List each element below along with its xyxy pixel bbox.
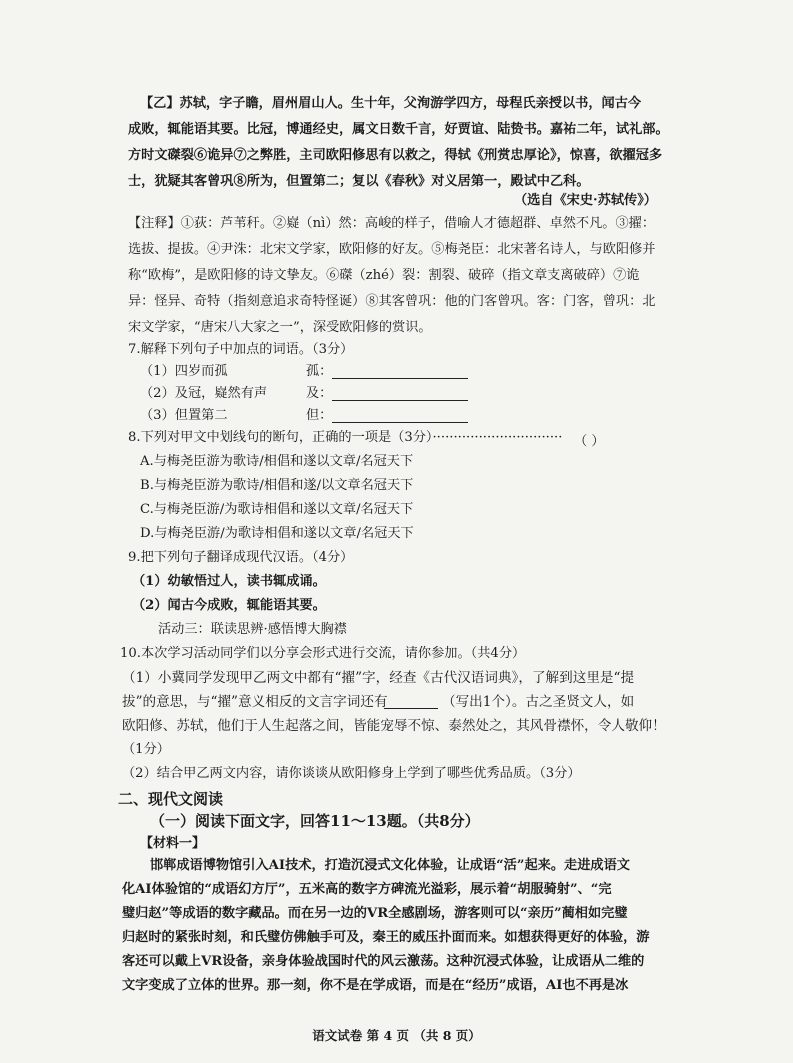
q7-stem: 7.解释下列句子中加点的词语。（3分） [128,342,354,357]
q7-answer-blank-1[interactable] [332,378,468,379]
q8-answer-paren[interactable]: （ ） [574,434,605,449]
q7-answer-blank-2[interactable] [332,400,468,401]
q7-answer-blank-3[interactable] [332,422,468,423]
q10-part1-line-2b: （写出1个）。古之圣贤文人，如 [442,694,635,710]
q8-stem: 8.下列对甲文中划线句的断句，正确的一项是（3分）······························· [128,430,563,445]
page-footer: 语文试卷 第 4 页 （共 8 页） [312,1028,481,1043]
q7-item-1: （1）四岁而孤 [140,364,228,379]
q7-item-3-key: 但： [306,408,333,423]
notes-line-2: 选拔、提拔。④尹洙：北宋文学家，欧阳修的好友。⑤梅尧臣：北宋著名诗人，与欧阳修并 [128,242,656,257]
passage-yi-line-3: 方时文磔裂⑥诡异⑦之弊胜，主司欧阳修思有以救之，得轼《刑赏忠厚论》，惊喜，欲擢冠多 [128,148,663,163]
section-2-title: 二、现代文阅读 [118,790,224,808]
q10-stem: 10.本次学习活动同学们以分享会形式进行交流，请你参加。（共4分） [120,646,526,661]
passage-yi-line-1: 【乙】苏轼，字子瞻，眉州眉山人。生十年，父洵游学四方，母程氏亲授以书，闻古今 [140,96,642,111]
q10-part1-line-4: （1分） [122,742,170,757]
notes-line-5: 宋文学家，“唐宋八大家之一”，深受欧阳修的赏识。 [128,320,432,335]
q10-part1-line-1: （1）小冀同学发现甲乙两文中都有“擢”字，经查《古代汉语词典》，了解到这里是“提 [122,670,635,686]
q10-part1-line-3: 欧阳修、苏轼，他们于人生起落之间，皆能宠辱不惊、泰然处之，其风骨襟怀，令人敬仰！ [122,718,666,734]
q8-option-c: C.与梅尧臣游/为歌诗相倡和遂以文章/名冠天下 [140,502,414,517]
q8-option-b: B.与梅尧臣游为歌诗/相倡和遂/以文章名冠天下 [140,478,414,493]
material-1-line-6: 文字变成了立体的世界。那一刻，你不是在学成语，而是在“经历”成语，AI也不再是冰 [122,978,629,993]
material-1-line-2: 化AI体验馆的“成语幻方厅”，五米高的数字方碑流光溢彩，展示着“胡服骑射”、“完 [122,882,612,897]
q10-answer-blank[interactable] [384,708,438,709]
material-1-line-4: 归赵时的紧张时刻，和氏璧仿佛触手可及，秦王的威压扑面而来。如想获得更好的体验，游 [122,930,650,945]
q9-stem: 9.把下列句子翻译成现代汉语。（4分） [128,550,354,565]
passage-yi-line-4: 士，犹疑其客曾巩⑧所为，但置第二；复以《春秋》对义居第一，殿试中乙科。 [128,174,590,189]
material-1-line-1: 邯郸成语博物馆引入AI技术，打造沉浸式文化体验，让成语“活”起来。走进成语文 [150,858,630,873]
section-2-subtitle: （一）阅读下面文字，回答11～13题。（共8分） [150,812,480,830]
passage-yi-line-2: 成败，辄能语其要。比冠，博通经史，属文日数千言，好贾谊、陆贽书。嘉祐二年，试礼部。 [128,122,669,137]
activity-3-heading: 活动三：联读思辨·感悟博大胸襟 [158,622,347,637]
q10-part2: （2）结合甲乙两文内容，请你谈谈从欧阳修身上学到了哪些优秀品质。（3分） [122,766,581,781]
notes-line-4: 异：怪异、奇特（指刻意追求奇特怪诞）⑧其客曾巩：他的门客曾巩。客：门客，曾巩：北 [128,294,656,309]
q7-item-3: （3）但置第二 [140,408,228,423]
material-1-line-5: 客还可以戴上VR设备，亲身体验战国时代的风云激荡。这种沉浸式体验，让成语从二维的 [122,954,645,969]
q8-option-a: A.与梅尧臣游为歌诗/相倡和遂以文章/名冠天下 [140,454,414,469]
q9-item-1: （1）幼敏悟过人，读书辄成诵。 [132,574,326,589]
material-1-line-3: 璧归赵”等成语的数字藏品。而在另一边的VR全感剧场，游客则可以“亲历”蔺相如完璧 [122,906,628,921]
material-1-label: 【材料一】 [140,836,206,851]
q7-item-1-key: 孤： [306,364,333,379]
notes-line-1: 【注释】①荻：芦苇秆。②嶷（nì）然：高峻的样子，借喻人才德超群、卓然不凡。③擢： [128,216,656,231]
q10-part1-line-2a: 拔”的意思，与“擢”意义相反的文言字词还有 [122,694,388,710]
passage-yi-source: （选自《宋史·苏轼传》） [513,193,657,208]
notes-line-3: 称“欧梅”，是欧阳修的诗文挚友。⑥磔（zhé）裂：割裂、破碎（指文章支离破碎）⑦诡 [128,268,640,283]
q7-item-2-key: 及： [306,386,333,401]
q7-item-2: （2）及冠，嶷然有声 [140,386,268,401]
q8-option-d: D.与梅尧臣游/为歌诗相倡和遂以文章/名冠天下 [140,526,414,541]
q9-item-2: （2）闻古今成败，辄能语其要。 [132,598,326,613]
